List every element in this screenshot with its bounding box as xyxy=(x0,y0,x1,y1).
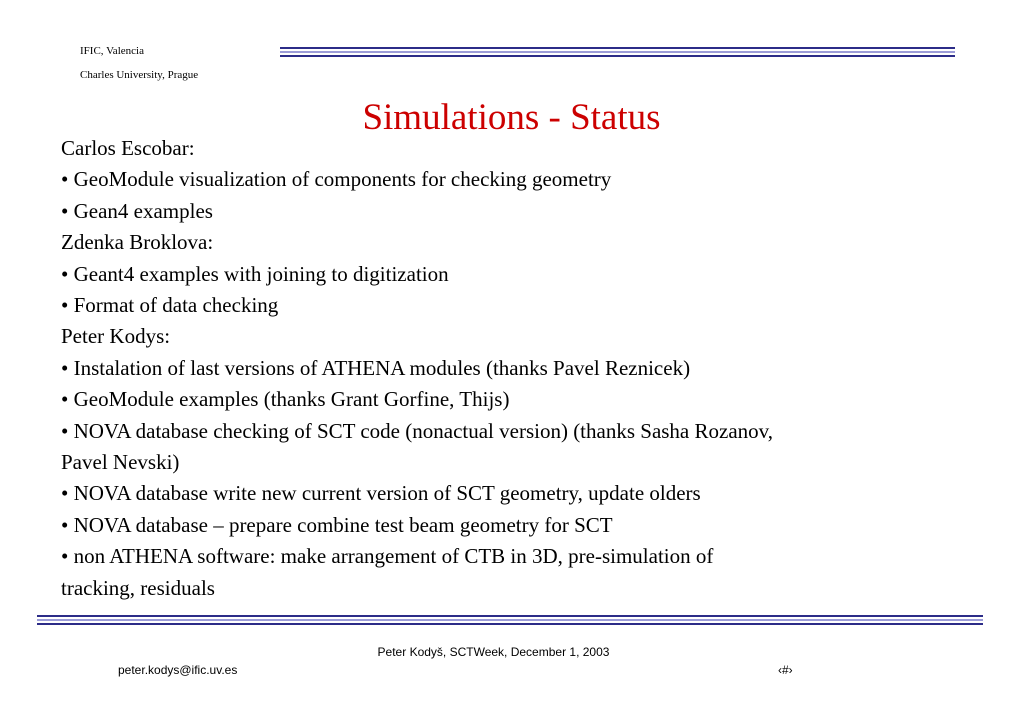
body-line: tracking, residuals xyxy=(61,575,215,600)
rule-line-light xyxy=(280,51,955,53)
body-line: • GeoModule visualization of components for checking geometry xyxy=(61,167,612,192)
body-line: • Gean4 examples xyxy=(61,198,213,223)
body-line: • Instalation of last versions of ATHENA modules (thanks Pavel Reznicek) xyxy=(61,355,691,380)
rule-line-dark xyxy=(280,55,955,57)
rule-line-dark xyxy=(37,615,983,617)
body-line: • Format of data checking xyxy=(61,293,279,318)
body-line: • Geant4 examples with joining to digitization xyxy=(61,261,449,286)
body-line: Pavel Nevski) xyxy=(61,450,180,475)
body-line: • NOVA database – prepare combine test beam geometry for SCT xyxy=(61,512,613,537)
rule-line-light xyxy=(37,619,983,621)
body-line: Carlos Escobar: xyxy=(61,136,195,160)
body-line: Zdenka Broklova: xyxy=(61,230,214,255)
rule-line-dark xyxy=(37,623,983,625)
body-line: • non ATHENA software: make arrangement of CTB in 3D, pre-simulation of xyxy=(61,544,714,569)
footer-email: peter.kodys@ific.uv.es xyxy=(118,663,238,677)
footer-page-number: ‹#› xyxy=(778,663,793,677)
slide-body xyxy=(61,133,981,604)
footer-rule xyxy=(37,615,983,625)
body-line: • NOVA database write new current version of SCT geometry, update olders xyxy=(61,481,701,506)
body-line: Peter Kodys: xyxy=(61,324,171,349)
body-line: • GeoModule examples (thanks Grant Gorfine, Thijs) xyxy=(61,387,510,412)
slide-title: Simulations - Status xyxy=(362,97,661,138)
rule-line-dark xyxy=(280,47,955,49)
header-institution-2: Charles University, Prague xyxy=(80,69,199,81)
header-institution-1: IFIC, Valencia xyxy=(80,45,144,57)
header-rule xyxy=(280,47,955,57)
footer-center-text: Peter Kodyš, SCTWeek, December 1, 2003 xyxy=(377,645,610,659)
body-line: • NOVA database checking of SCT code (nonactual version) (thanks Sasha Rozanov, xyxy=(61,418,774,443)
